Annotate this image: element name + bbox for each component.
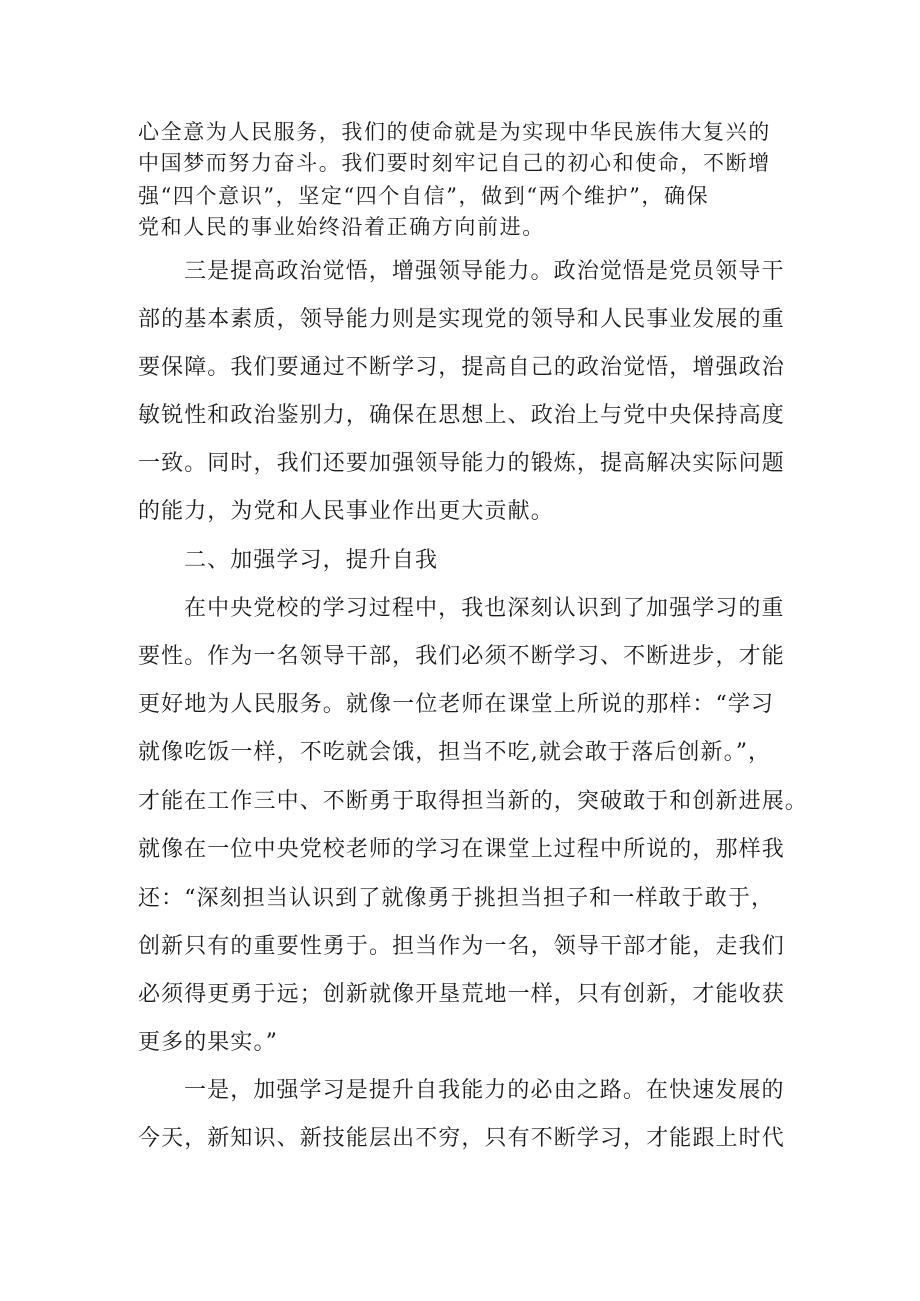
text-line: 一是，加强学习是提升自我能力的必由之路。在快速发展的 bbox=[184, 1078, 785, 1103]
text-line: 就像在一位中央党校老师的学习在课堂上过程中所说的，那样我 bbox=[138, 837, 785, 862]
text-line: 在中央党校的学习过程中，我也深刻认识到了加强学习的重 bbox=[184, 596, 785, 621]
text-line: 心全意为人民服务，我们的使命就是为实现中华民族伟大复兴的 bbox=[138, 120, 771, 144]
text-line: 必须得更勇于远；创新就像开垦荒地一样，只有创新，才能收获 bbox=[138, 982, 785, 1007]
text-line: 今天，新知识、新技能层出不穷，只有不断学习，才能跟上时代 bbox=[138, 1126, 785, 1151]
text-line: 要性。作为一名领导干部，我们必须不断学习、不断进步，才能 bbox=[138, 644, 785, 669]
text-line: 一致。同时，我们还要加强领导能力的锻炼，提高解决实际问题 bbox=[138, 451, 785, 476]
text-line: 创新只有的重要性勇于。担当作为一名，领导干部才能，走我们 bbox=[138, 934, 785, 959]
text-line: 的能力，为党和人民事业作出更大贡献。 bbox=[138, 499, 554, 524]
section-heading: 二、加强学习，提升自我 bbox=[184, 548, 439, 573]
text-line: 就像吃饭一样，不吃就会饿，担当不吃,就会敢于落后创新。”， bbox=[138, 740, 772, 765]
text-line: 更好地为人民服务。就像一位老师在课堂上所说的那样：“学习 bbox=[138, 692, 775, 717]
text-line: 更多的果实。” bbox=[138, 1030, 278, 1055]
text-line: 强“四个意识”，坚定“四个自信”，做到“两个维护”，确保 bbox=[138, 184, 710, 208]
text-line: 还：“深刻担当认识到了就像勇于挑担当担子和一样敢于敢于， bbox=[138, 886, 775, 911]
text-line: 中国梦而努力奋斗。我们要时刻牢记自己的初心和使命，不断增 bbox=[138, 151, 771, 175]
text-line: 三是提高政治觉悟，增强领导能力。政治觉悟是党员领导干 bbox=[184, 259, 785, 284]
text-line: 部的基本素质，领导能力则是实现党的领导和人民事业发展的重 bbox=[138, 307, 785, 332]
text-line: 党和人民的事业始终沿着正确方向前进。 bbox=[138, 215, 545, 239]
text-line: 要保障。我们要通过不断学习，提高自己的政治觉悟，增强政治 bbox=[138, 355, 785, 380]
text-line: 才能在工作三中、不断勇于取得担当新的，突破敢于和创新进展。 bbox=[138, 789, 808, 814]
text-line: 敏锐性和政治鉴别力，确保在思想上、政治上与党中央保持高度 bbox=[138, 403, 785, 428]
